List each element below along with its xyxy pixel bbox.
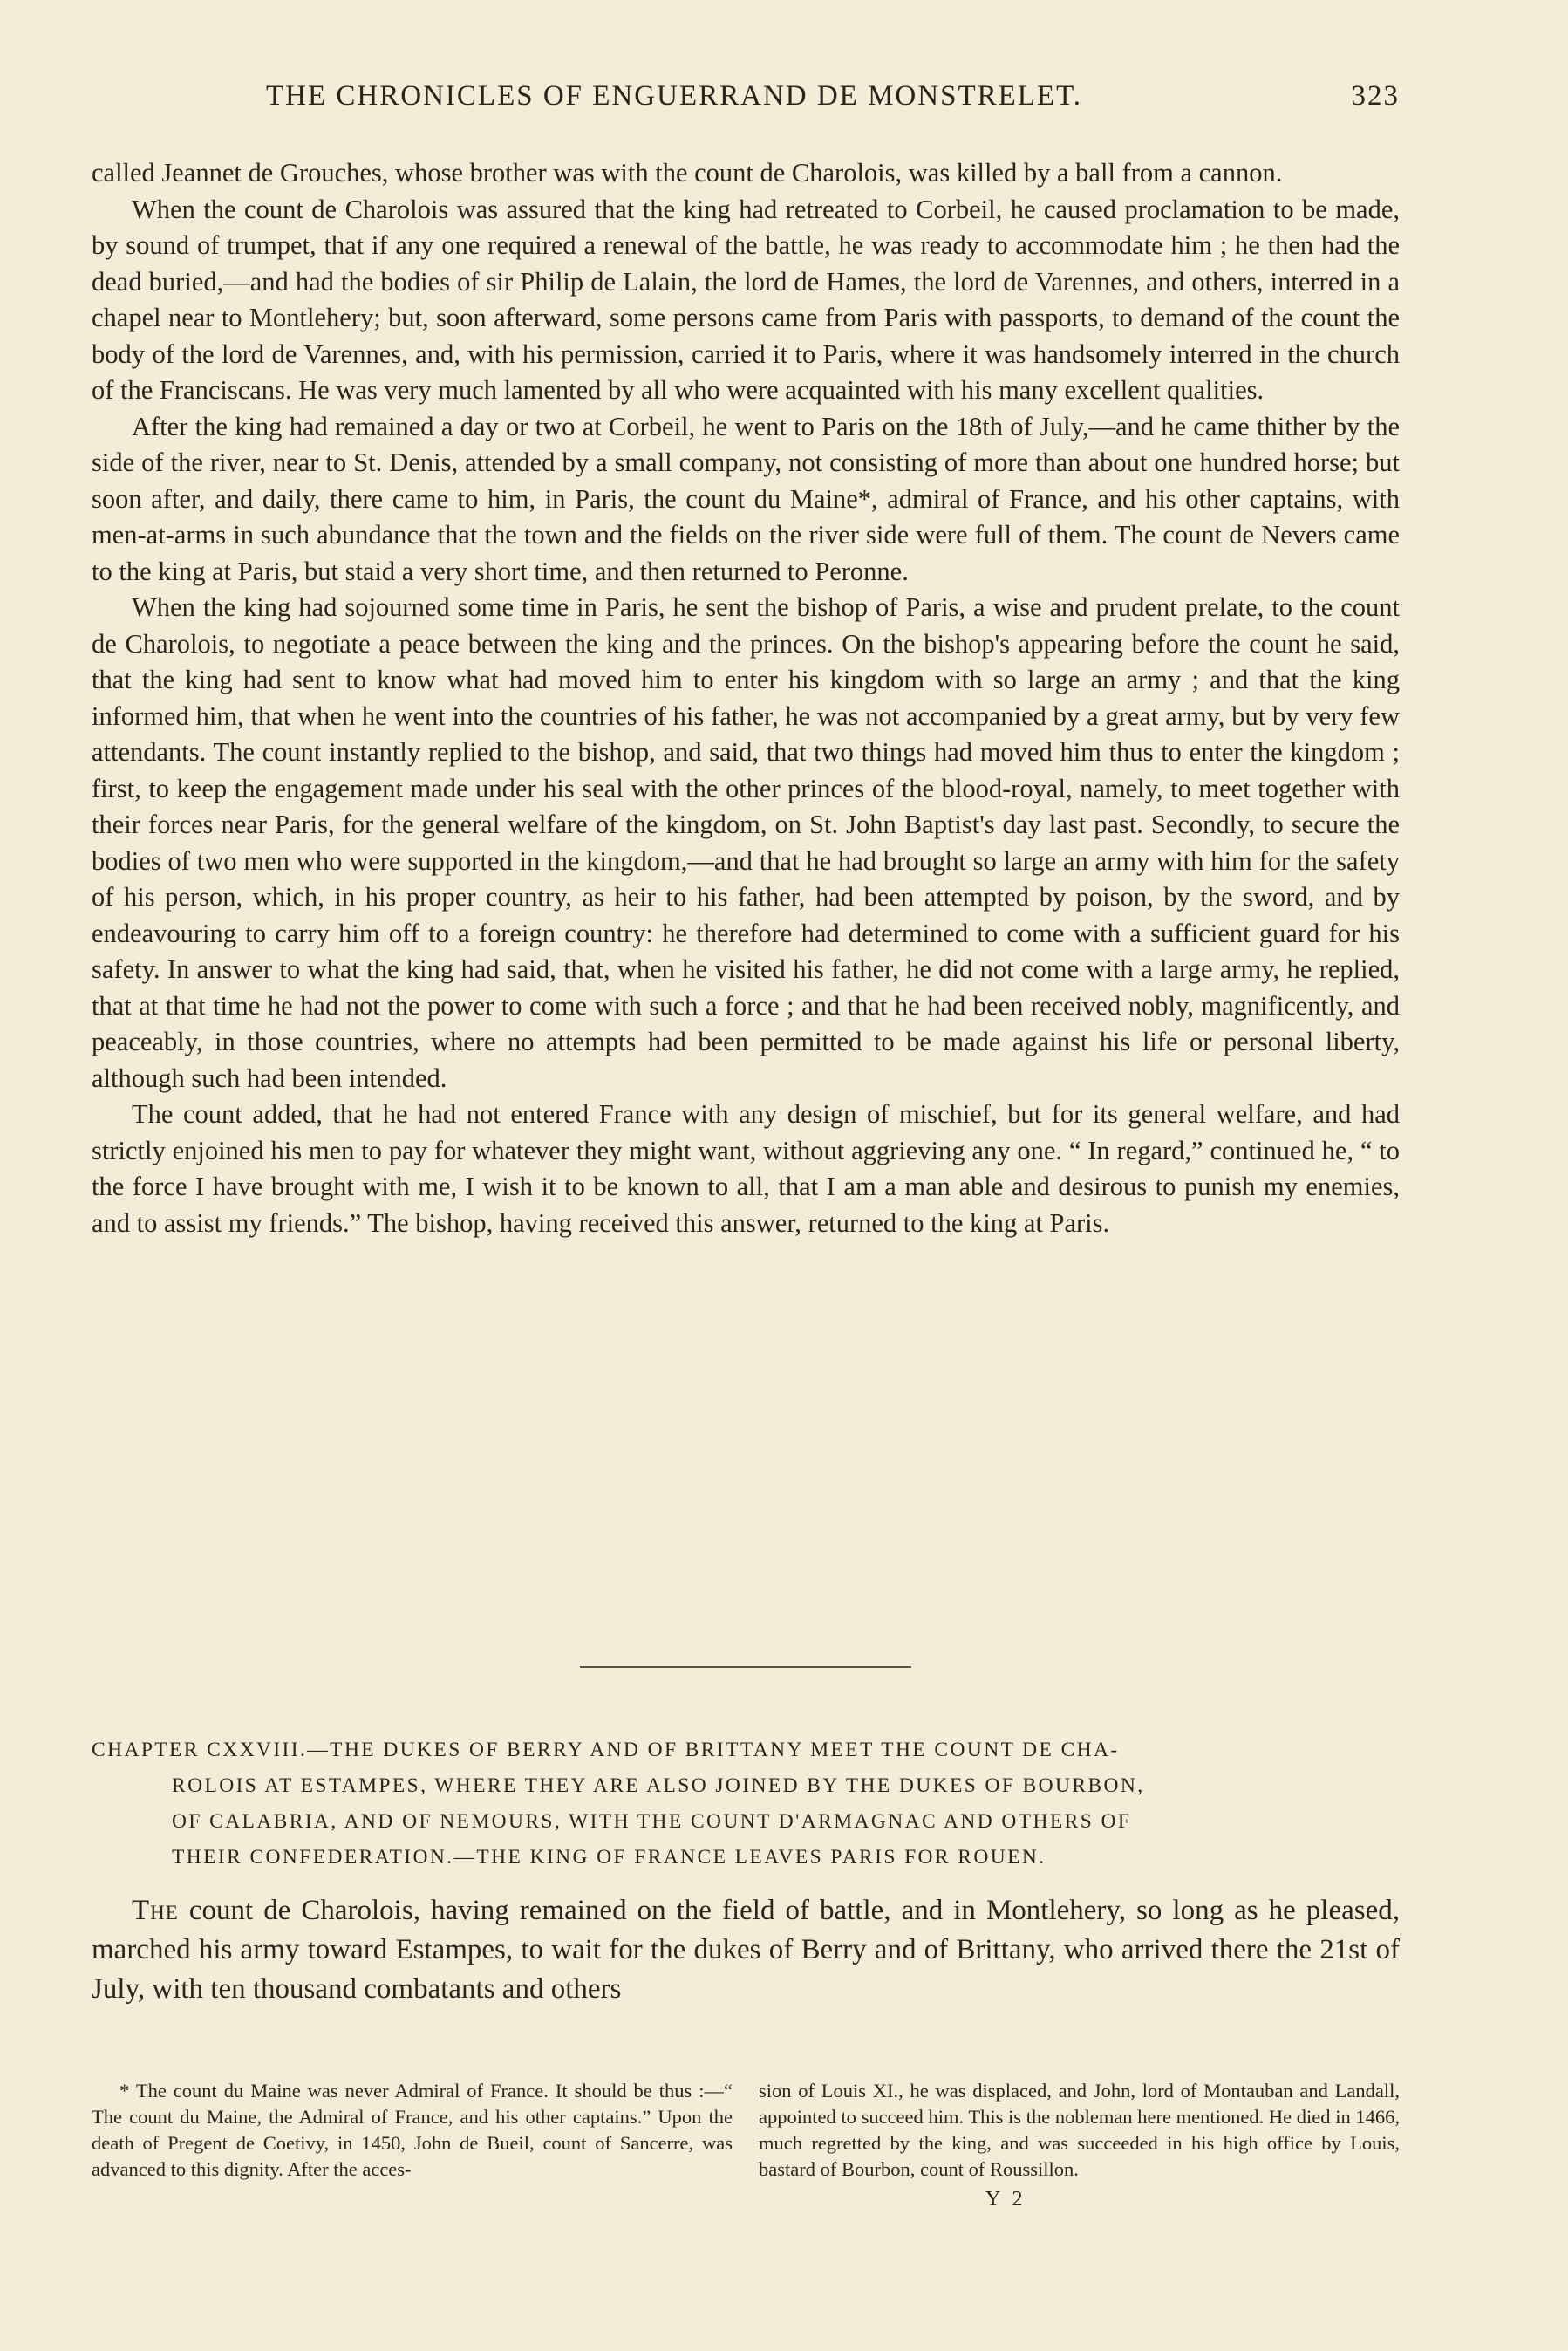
chapter-heading-line: ROLOIS AT ESTAMPES, WHERE THEY ARE ALSO JOINED BY THE DUKES OF BOURBON, — [172, 1774, 1145, 1797]
opening-word: The — [132, 1895, 179, 1926]
main-text — [92, 155, 1400, 1241]
chapter-heading — [92, 1732, 1400, 1876]
paragraph: called Jeannet de Grouches, whose brother was with the count de Charolois, was killed by a ball from a cannon. — [92, 158, 1283, 188]
footnote-text: sion of Louis XI., he was displaced, and John, lord of Montauban and Landall, appointed to succeed him. This is the nobleman here mentioned. He died in 1466, much regretted by the king, and was succeeded in his high office by Louis, bastard of Bourbon, count of Roussillon. — [759, 2080, 1400, 2180]
page-number: 323 — [1351, 80, 1400, 112]
paragraph: The count added, that he had not entered France with any design of mischief, but for its general welfare, and had strictly enjoined his men to pay for whatever they might want, without aggrieving any one. “ In regard,” continued he, “ to the force I have brought with me, I wish it to be known to all, that I am a man able and desirous to punish my enemies, and to assist my friends.” The bishop, having received this answer, returned to the king at Paris. — [92, 1099, 1400, 1238]
paragraph: When the count de Charolois was assured that the king had retreated to Corbeil, he caused proclamation to be made, by sound of trumpet, that if any one required a renewal of the battle, he was ready to accommodate him ; he then had the dead buried,—and had the bodies of sir Philip de Lalain, the lord de Hames, the lord de Varennes, and others, interred in a chapel near to Montlehery; but, soon afterward, some persons came from Paris with passports, to demand of the count the body of the lord de Varennes, and, with his permission, carried it to Paris, where it was handsomely interred in the church of the Franciscans. He was very much lamented by all who were acquainted with his many excellent qualities. — [92, 194, 1400, 405]
opening-text: count de Charolois, having remained on the field of battle, and in Montlehery, so long as he pleased, marched his army toward Estampes, to wait for the dukes of Berry and of Brittany, who arrived there the 21st of July, with ten thousand combatants and others — [92, 1895, 1400, 2005]
chapter-heading-line: CHAPTER CXXVIII.—THE DUKES OF BERRY AND OF BRITTANY MEET THE COUNT DE CHA- — [92, 1739, 1120, 1761]
paragraph: When the king had sojourned some time in Paris, he sent the bishop of Paris, a wise and prudent prelate, to the count de Charolois, to negotiate a peace between the king and the princes. On the bishop's appearing before the count he said, that the king had sent to know what had moved him to enter his kingdom with so large an army ; and that the king informed him, that when he went into the countries of his father, he was not accompanied by a great army, but by very few attendants. The count instantly replied to the bishop, and said, that two things had moved him thus to enter the kingdom ; first, to keep the engagement made under his seal with the other princes of the blood-royal, namely, to meet together with their forces near Paris, for the general welfare of the kingdom, on St. John Baptist's day last past. Secondly, to secure the bodies of two men who were supported in the kingdom,—and that he had brought so large an army with him for the safety of his person, which, in his proper country, as heir to his father, had been attempted by poison, by the sword, and by endeavouring to carry him off to a foreign country: he therefore had determined to come with a sufficient guard for his safety. In answer to what the king had said, that, when he visited his father, he did not come with a large army, he replied, that at that time he had not the power to come with such a force ; and that he had been received nobly, magnificently, and peaceably, in those countries, where no attempts had been permitted to be made against his life or personal liberty, although such had been intended. — [92, 592, 1400, 1093]
chapter-text — [92, 1891, 1400, 2009]
chapter-paragraph — [92, 1891, 1400, 2009]
signature-mark: Y 2 — [985, 2188, 1026, 2211]
running-title: THE CHRONICLES OF ENGUERRAND DE MONSTRELET. — [266, 80, 1083, 112]
section-divider — [580, 1666, 911, 1668]
footnote-column-right — [759, 2078, 1400, 2183]
book-page — [92, 0, 1400, 2351]
footnote-text: * The count du Maine was never Admiral of France. It should be thus :—“ The count du Maine, the Admiral of France, and his other captains.” Upon the death of Pregent de Coetivy, in 1450, John de Bueil, count of Sancerre, was advanced to this dignity. After the acces- — [92, 2080, 733, 2180]
paragraph: After the king had remained a day or two at Corbeil, he went to Paris on the 18th of July,—and he came thither by the side of the river, near to St. Denis, attended by a small company, not consisting of more than about one hundred horse; but soon after, and daily, there came to him, in Paris, the count du Maine*, admiral of France, and his other captains, with men-at-arms in such abundance that the town and the fields on the river side were full of them. The count de Nevers came to the king at Paris, but staid a very short time, and then returned to Peronne. — [92, 411, 1400, 586]
running-head — [92, 80, 1400, 124]
chapter-heading-line: THEIR CONFEDERATION.—THE KING OF FRANCE LEAVES PARIS FOR ROUEN. — [172, 1846, 1046, 1869]
footnote-column-left — [92, 2078, 733, 2183]
chapter-heading-line: OF CALABRIA, AND OF NEMOURS, WITH THE COUNT D'ARMAGNAC AND OTHERS OF — [172, 1810, 1132, 1833]
